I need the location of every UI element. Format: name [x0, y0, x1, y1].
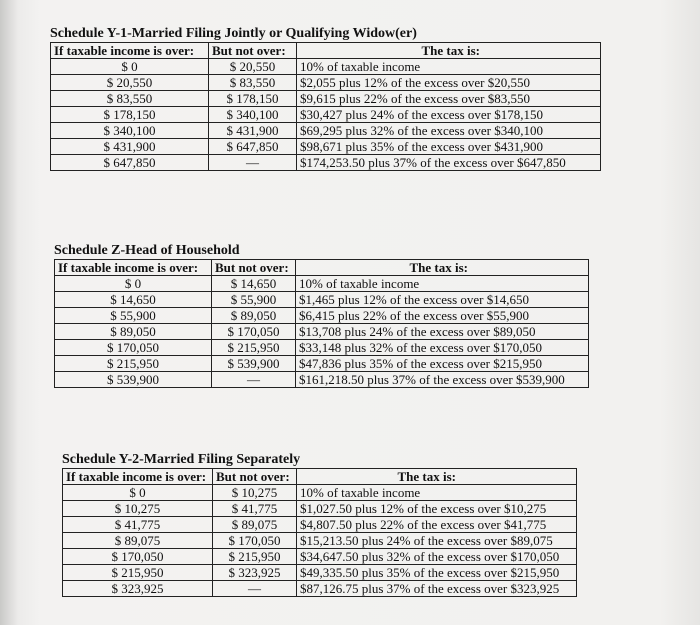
bracket-upper-cell: $ 89,050 — [212, 308, 296, 324]
table-row — [63, 517, 577, 533]
bracket-lower-cell: $ 323,925 — [63, 581, 213, 597]
tax-formula-cell: $69,295 plus 32% of the excess over $340,100 — [297, 123, 601, 139]
table-row — [51, 123, 601, 139]
bracket-lower-cell: $ 0 — [51, 59, 209, 75]
tax-formula-cell: $49,335.50 plus 35% of the excess over $215,950 — [297, 565, 577, 581]
table-row — [51, 75, 601, 91]
bracket-upper-cell: $ 340,100 — [209, 107, 297, 123]
bracket-lower-cell: $ 89,075 — [63, 533, 213, 549]
bracket-lower-cell: $ 431,900 — [51, 139, 209, 155]
table-header-row — [63, 469, 577, 485]
tax-formula-cell: $98,671 plus 35% of the excess over $431,900 — [297, 139, 601, 155]
bracket-lower-cell: $ 647,850 — [51, 155, 209, 171]
col-header-tax: The tax is: — [297, 43, 601, 59]
bracket-lower-cell: $ 340,100 — [51, 123, 209, 139]
table-header-row — [51, 43, 601, 59]
table-body — [63, 485, 577, 597]
tax-formula-cell: $2,055 plus 12% of the excess over $20,550 — [297, 75, 601, 91]
table-header-row — [55, 260, 589, 276]
table-row — [55, 292, 589, 308]
tax-formula-cell: $33,148 plus 32% of the excess over $170,050 — [296, 340, 589, 356]
tax-table — [62, 468, 577, 597]
table-row — [55, 308, 589, 324]
tax-formula-cell: $34,647.50 plus 32% of the excess over $170,050 — [297, 549, 577, 565]
tax-formula-cell: $161,218.50 plus 37% of the excess over $539,900 — [296, 372, 589, 388]
col-header-over: If taxable income is over: — [51, 43, 209, 59]
table-row — [51, 59, 601, 75]
bracket-upper-cell: $ 323,925 — [213, 565, 297, 581]
schedule-y2 — [62, 452, 577, 597]
table-row — [51, 107, 601, 123]
schedule-z — [54, 243, 589, 388]
table-row — [51, 139, 601, 155]
table-row — [55, 356, 589, 372]
bracket-upper-cell: $ 20,550 — [209, 59, 297, 75]
tax-formula-cell: $6,415 plus 22% of the excess over $55,900 — [296, 308, 589, 324]
tax-formula-cell: $4,807.50 plus 22% of the excess over $41,775 — [297, 517, 577, 533]
table-row — [63, 581, 577, 597]
bracket-upper-cell: $ 55,900 — [212, 292, 296, 308]
bracket-upper-cell: — — [209, 155, 297, 171]
table-row — [51, 91, 601, 107]
bracket-upper-cell: $ 170,050 — [212, 324, 296, 340]
bracket-lower-cell: $ 170,050 — [63, 549, 213, 565]
col-header-not-over: But not over: — [213, 469, 297, 485]
bracket-upper-cell: $ 41,775 — [213, 501, 297, 517]
bracket-lower-cell: $ 215,950 — [63, 565, 213, 581]
bracket-upper-cell: $ 431,900 — [209, 123, 297, 139]
tax-formula-cell: $13,708 plus 24% of the excess over $89,050 — [296, 324, 589, 340]
bracket-lower-cell: $ 14,650 — [55, 292, 212, 308]
bracket-lower-cell: $ 0 — [55, 276, 212, 292]
bracket-lower-cell: $ 215,950 — [55, 356, 212, 372]
col-header-tax: The tax is: — [296, 260, 589, 276]
table-row — [55, 340, 589, 356]
tax-formula-cell: $1,465 plus 12% of the excess over $14,650 — [296, 292, 589, 308]
bracket-lower-cell: $ 83,550 — [51, 91, 209, 107]
bracket-upper-cell: $ 215,950 — [213, 549, 297, 565]
bracket-upper-cell: $ 539,900 — [212, 356, 296, 372]
table-row — [55, 372, 589, 388]
bracket-upper-cell: $ 83,550 — [209, 75, 297, 91]
table-row — [63, 485, 577, 501]
bracket-upper-cell: $ 215,950 — [212, 340, 296, 356]
table-body — [55, 276, 589, 388]
table-row — [55, 324, 589, 340]
bracket-lower-cell: $ 10,275 — [63, 501, 213, 517]
bracket-lower-cell: $ 41,775 — [63, 517, 213, 533]
schedule-title: Schedule Y-1-Married Filing Jointly or Qualifying Widow(er) — [50, 26, 417, 41]
tax-formula-cell: $1,027.50 plus 12% of the excess over $10,275 — [297, 501, 577, 517]
table-row — [55, 276, 589, 292]
tax-formula-cell: 10% of taxable income — [297, 485, 577, 501]
tax-formula-cell: $15,213.50 plus 24% of the excess over $89,075 — [297, 533, 577, 549]
bracket-lower-cell: $ 170,050 — [55, 340, 212, 356]
schedule-title: Schedule Z-Head of Household — [54, 243, 240, 258]
table-row — [63, 549, 577, 565]
tax-formula-cell: $30,427 plus 24% of the excess over $178,150 — [297, 107, 601, 123]
col-header-not-over: But not over: — [209, 43, 297, 59]
bracket-lower-cell: $ 0 — [63, 485, 213, 501]
bracket-upper-cell: — — [213, 581, 297, 597]
bracket-lower-cell: $ 539,900 — [55, 372, 212, 388]
table-body — [51, 59, 601, 171]
col-header-over: If taxable income is over: — [63, 469, 213, 485]
tax-table — [54, 259, 589, 388]
tax-formula-cell: 10% of taxable income — [297, 59, 601, 75]
schedule-y1 — [50, 26, 601, 171]
col-header-over: If taxable income is over: — [55, 260, 212, 276]
bracket-upper-cell: $ 170,050 — [213, 533, 297, 549]
table-row — [63, 565, 577, 581]
col-header-not-over: But not over: — [212, 260, 296, 276]
bracket-lower-cell: $ 178,150 — [51, 107, 209, 123]
tax-formula-cell: $87,126.75 plus 37% of the excess over $323,925 — [297, 581, 577, 597]
col-header-tax: The tax is: — [297, 469, 577, 485]
bracket-upper-cell: $ 10,275 — [213, 485, 297, 501]
schedule-title: Schedule Y-2-Married Filing Separately — [62, 452, 301, 467]
bracket-lower-cell: $ 89,050 — [55, 324, 212, 340]
table-row — [63, 533, 577, 549]
table-row — [63, 501, 577, 517]
bracket-upper-cell: $ 14,650 — [212, 276, 296, 292]
bracket-lower-cell: $ 55,900 — [55, 308, 212, 324]
tax-formula-cell: $9,615 plus 22% of the excess over $83,550 — [297, 91, 601, 107]
bracket-upper-cell: $ 178,150 — [209, 91, 297, 107]
bracket-upper-cell: $ 89,075 — [213, 517, 297, 533]
bracket-upper-cell: — — [212, 372, 296, 388]
tax-table — [50, 42, 601, 171]
table-row — [51, 155, 601, 171]
tax-formula-cell: 10% of taxable income — [296, 276, 589, 292]
bracket-lower-cell: $ 20,550 — [51, 75, 209, 91]
bracket-upper-cell: $ 647,850 — [209, 139, 297, 155]
tax-formula-cell: $174,253.50 plus 37% of the excess over $647,850 — [297, 155, 601, 171]
tax-formula-cell: $47,836 plus 35% of the excess over $215,950 — [296, 356, 589, 372]
